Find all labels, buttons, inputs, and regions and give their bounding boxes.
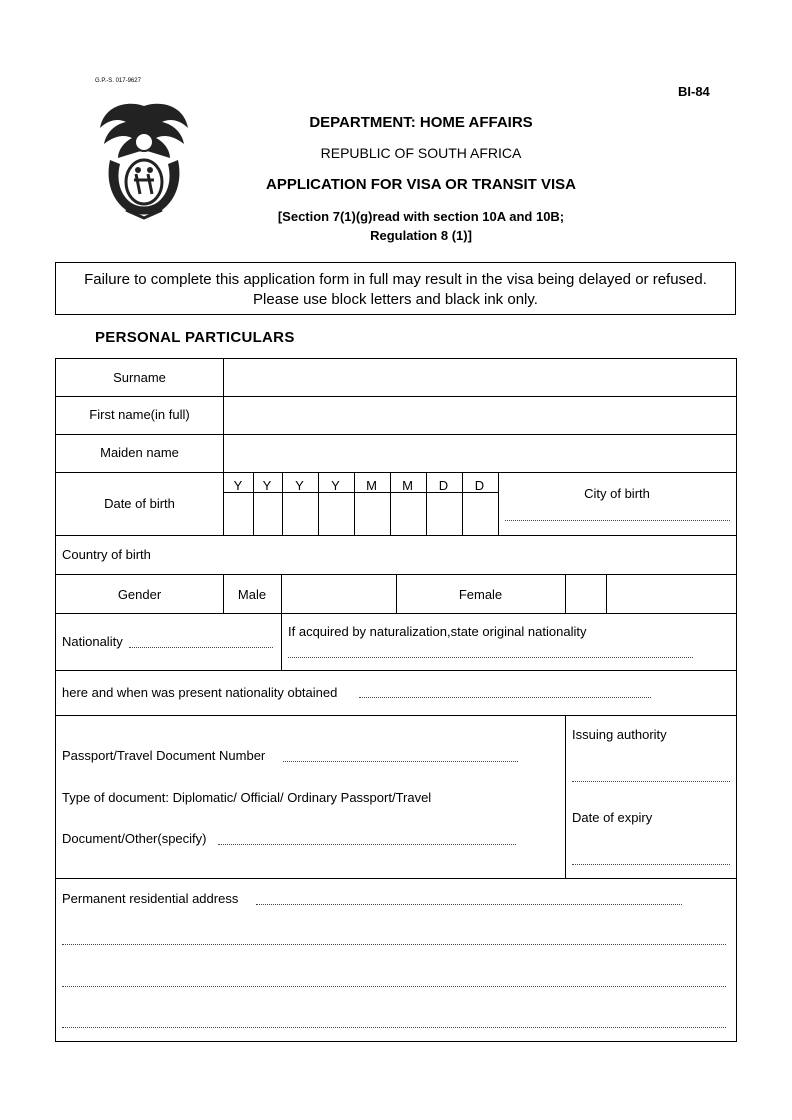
document-type-label: Type of document: Diplomatic/ Official/ Ordinary Passport/Travel	[62, 790, 432, 805]
country-title: REPUBLIC OF SOUTH AFRICA	[320, 145, 522, 161]
date-format-y: Y	[295, 478, 304, 493]
date-of-expiry-label: Date of expiry	[572, 810, 653, 825]
instruction-notice	[55, 262, 736, 315]
country-of-birth-label: Country of birth	[62, 547, 151, 562]
nationality-divider	[281, 613, 282, 670]
date-format-d: D	[438, 478, 449, 493]
city-of-birth-input[interactable]	[505, 520, 730, 521]
female-checkbox[interactable]	[566, 575, 605, 612]
date-of-birth-label: Date of birth	[104, 496, 175, 511]
date-format-y: Y	[331, 478, 340, 493]
date-format-m: M	[366, 478, 377, 493]
section-title: PERSONAL PARTICULARS	[95, 329, 295, 346]
passport-number-input[interactable]	[283, 761, 518, 762]
coat-of-arms-icon	[96, 98, 192, 220]
date-format-d: D	[474, 478, 485, 493]
nationality-obtained-input[interactable]	[359, 697, 651, 698]
section-reference-line-1: [Section 7(1)(g)read with section 10A and 10B;	[277, 209, 565, 224]
issuing-authority-input[interactable]	[572, 781, 730, 782]
gender-divider	[606, 574, 607, 613]
permanent-address-label: Permanent residential address	[62, 891, 239, 906]
form-number: BI-84	[678, 84, 710, 99]
maiden-name-input[interactable]	[224, 434, 736, 471]
permanent-address-line[interactable]	[62, 1027, 726, 1028]
department-title: DEPARTMENT: HOME AFFAIRS	[309, 114, 533, 131]
original-nationality-input[interactable]	[288, 657, 693, 658]
maiden-name-label: Maiden name	[100, 445, 179, 460]
row-divider	[56, 613, 736, 614]
date-format-y: Y	[262, 478, 272, 493]
country-of-birth-input[interactable]	[170, 537, 736, 573]
date-of-birth-input[interactable]	[224, 493, 497, 533]
passport-number-label: Passport/Travel Document Number	[62, 748, 266, 763]
first-name-input[interactable]	[224, 396, 736, 433]
date-format-y: Y	[233, 478, 243, 493]
permanent-address-input[interactable]	[256, 904, 682, 905]
first-name-label: First name(in full)	[89, 407, 190, 422]
row-divider	[56, 535, 736, 536]
original-nationality-label: If acquired by naturalization,state original nationality	[288, 624, 587, 639]
row-divider	[56, 670, 736, 671]
notice-line-1: Failure to complete this application form in full may result in the visa being delayed or refused.	[84, 271, 707, 288]
surname-input[interactable]	[224, 359, 736, 395]
nationality-obtained-label: here and when was present nationality obtained	[62, 685, 338, 700]
nationality-label: Nationality	[62, 634, 123, 649]
date-of-expiry-input[interactable]	[572, 864, 730, 865]
document-type-other-input[interactable]	[218, 844, 516, 845]
gender-label: Gender	[117, 587, 162, 602]
document-type-other-label: Document/Other(specify)	[62, 831, 207, 846]
row-divider	[56, 472, 736, 473]
gps-code: G.P.-S. 017-9627	[95, 78, 141, 84]
male-label: Male	[237, 587, 267, 602]
section-reference	[196, 207, 646, 245]
notice-line-2: Please use block letters and black ink only.	[253, 291, 538, 308]
passport-divider	[565, 715, 566, 878]
permanent-address-line[interactable]	[62, 944, 726, 945]
row-divider	[56, 715, 736, 716]
female-label: Female	[458, 587, 503, 602]
nationality-input[interactable]	[129, 647, 273, 648]
date-cell-divider	[498, 472, 499, 535]
row-divider	[56, 878, 736, 879]
city-of-birth-label: City of birth	[584, 486, 650, 501]
section-reference-line-2: Regulation 8 (1)]	[370, 228, 472, 243]
surname-label: Surname	[113, 370, 166, 385]
permanent-address-line[interactable]	[62, 986, 726, 987]
date-format-m: M	[402, 478, 413, 493]
form-title: APPLICATION FOR VISA OR TRANSIT VISA	[265, 176, 576, 193]
issuing-authority-label: Issuing authority	[572, 727, 667, 742]
male-checkbox[interactable]	[282, 575, 395, 612]
